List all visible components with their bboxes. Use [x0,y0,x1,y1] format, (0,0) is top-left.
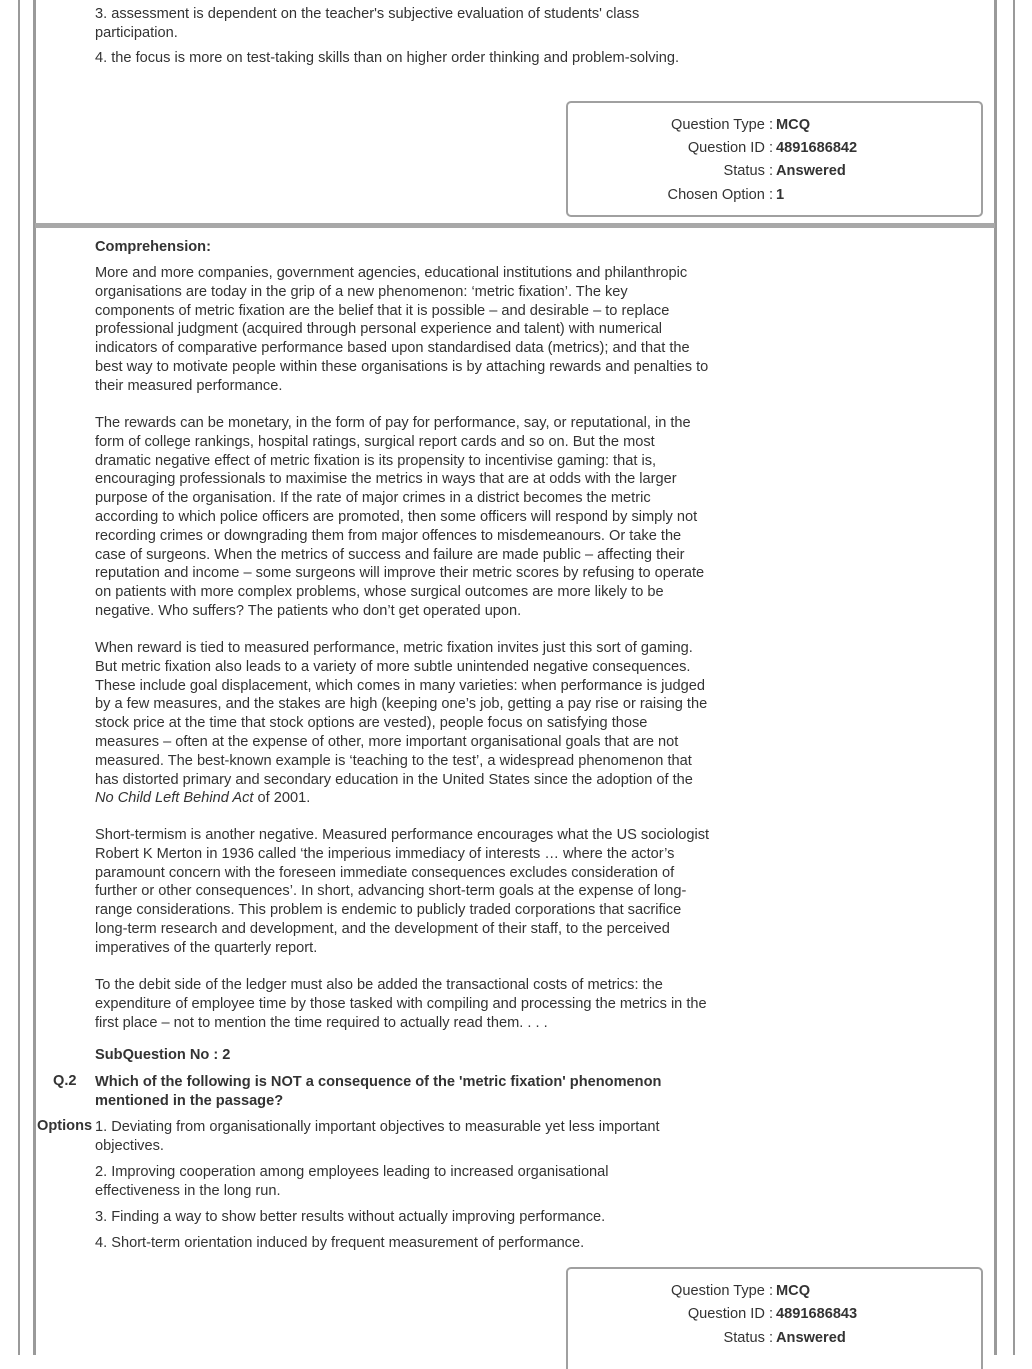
option-4: 4. Short-term orientation induced by frequent measurement of performance. [95,1235,585,1251]
question-type-label: Question Type : [671,1283,773,1299]
act-title: No Child Left Behind Act [95,790,254,807]
chosen-option-label: Chosen Option : [667,187,773,203]
frame-line-right-outer [1013,0,1015,1355]
prev-option-4: 4. the focus is more on test-taking skills than on higher order thinking and problem-solving. [95,50,680,66]
prev-question-info-box [566,101,983,217]
subquestion-number: SubQuestion No : 2 [95,1047,231,1063]
info-row-id [568,1304,981,1324]
info-row-status [568,161,981,181]
status-value: Answered [776,1330,846,1346]
comprehension-paragraph-1: More and more companies, government agencies, educational institutions and philanthropic organisations are today in the grip of a new phenomenon: ‘metric fixation’. The key components of metric fixation are the belief that it is possible – and desirable – to replace professional judgment (acquired through personal experience and talent) with numerical indicators of comparative performance based upon standardised data (metrics); and that the best way to motivate people within these organisations is by attaching rewards and penalties to their measured performance. [95,265,709,394]
info-row-id [568,138,981,158]
question-id-value: 4891686843 [776,1306,858,1322]
option-2: 2. Improving cooperation among employees leading to increased organisational effectiveness in the long run. [95,1164,609,1199]
question-id-value: 4891686842 [776,140,858,156]
question-type-value: MCQ [776,117,811,133]
info-row-status [568,1328,981,1348]
question-id-label: Question ID : [687,140,773,156]
frame-line-left-inner [33,0,36,1355]
comprehension-heading: Comprehension: [95,239,211,255]
question-text: Which of the following is NOT a consequence of the 'metric fixation' phenomenon mentioned in the passage? [95,1074,662,1109]
question-type-label: Question Type : [671,117,773,133]
comprehension-paragraph-2: The rewards can be monetary, in the form of pay for performance, say, or reputational, in the form of college rankings, hospital ratings, surgical report cards and so on. But the most dramatic negative effect of metric fixation is its propensity to incentivise gaming: that is, encouraging professionals to maximise the metrics in ways that are at odds with the larger purpose of the organisation. If the rate of major crimes in a district becomes the metric according to which police officers are promoted, then some officers will respond by simply not recording crimes or downgrading them from major offences to misdemeanours. Or take the case of surgeons. When the metrics of success and failure are made public – affecting their reputation and income – some surgeons will improve their metric scores by refusing to operate on patients with more complex problems, whose surgical outcomes are more likely to be negative. Who suffers? The patients who don’t get operated upon. [95,415,705,619]
status-value: Answered [776,163,846,179]
status-label: Status : [723,163,773,179]
comprehension-paragraph-4: Short-termism is another negative. Measured performance encourages what the US sociologist Robert K Merton in 1936 called ‘the imperious immediacy of interests … where the actor’s paramount concern with the foreseen immediate consequences excludes consideration of further or other consequences’. In short, advancing short-term goals at the expense of long-range considerations. This problem is endemic to publicly traded corporations that sacrifice long-term research and development, and the development of their staff, to the perceived imperatives of the quarterly report. [95,827,710,956]
option-1: 1. Deviating from organisationally important objectives to measurable yet less important objectives. [95,1119,660,1154]
paragraph-3-text: When reward is tied to measured performance, metric fixation invites just this sort of gaming. But metric fixation also leads to a variety of more subtle unintended negative consequences. These include goal displacement, which comes in many varieties: when performance is judged by a few measures, and the stakes are high (keeping one’s job, getting a pay rise or raising the stock price at the time that stock options are vested), people focus on satisfying those measures – often at the expense of other, more important organisational goals that are not measured. The best-known example is ‘teaching to the test’, a widespread phenomenon that has distorted primary and secondary education in the United States since the adoption of the [95,640,708,788]
question-number: Q.2 [53,1073,77,1089]
info-row-type [568,115,981,135]
status-label: Status : [723,1330,773,1346]
question-type-value: MCQ [776,1283,811,1299]
prev-option-3: 3. assessment is dependent on the teacher's subjective evaluation of students' class participation. [95,6,640,41]
question-id-label: Question ID : [687,1306,773,1322]
frame-line-left-outer [18,0,20,1355]
frame-line-right-inner [994,0,997,1355]
info-row-chosen [568,185,981,205]
comprehension-paragraph-5: To the debit side of the ledger must also be added the transactional costs of metrics: the expenditure of employee time by those tasked with compiling and processing the metrics in the first place – not to mention the time required to actually read them. . . . [95,977,707,1031]
options-label: Options [37,1118,93,1134]
info-row-type [568,1281,981,1301]
question-info-box [566,1267,983,1369]
paragraph-3-end: of 2001. [253,790,311,807]
comprehension-paragraph-3 [95,639,710,808]
question-separator [35,223,995,228]
chosen-option-value: 1 [776,187,785,203]
option-3: 3. Finding a way to show better results without actually improving performance. [95,1209,606,1225]
